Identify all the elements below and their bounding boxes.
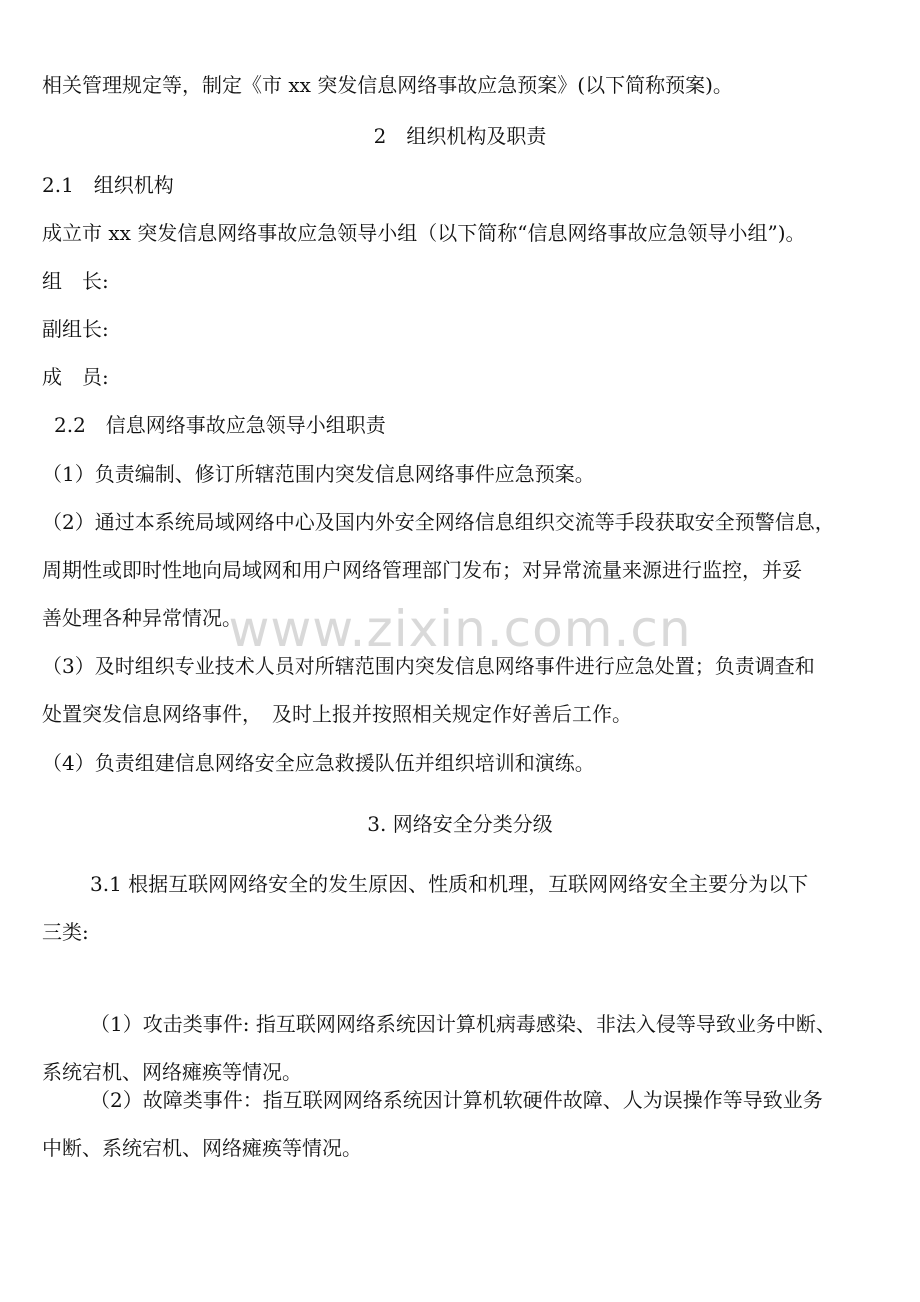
paragraph-line: 善处理各种异常情况。 — [42, 606, 242, 630]
list-item: （2）故障类事件：指互联网网络系统因计算机软硬件故障、人为误操作等导致业务 — [90, 1088, 823, 1112]
list-item: （4）负责组建信息网络安全应急救援队伍并组织培训和演练。 — [42, 751, 595, 775]
watermark: www.zixin.com.cn — [228, 600, 692, 658]
paragraph-line: 处置突发信息网络事件， 及时上报并按照相关规定作好善后工作。 — [42, 702, 632, 726]
role-label-members: 成 员: — [42, 365, 109, 389]
role-label-deputy: 副组长: — [42, 317, 109, 341]
paragraph-line: 中断、系统宕机、网络瘫痪等情况。 — [42, 1136, 362, 1160]
list-item: （2）通过本系统局域网络中心及国内外安全网络信息组织交流等手段获取安全预警信息， — [42, 510, 835, 534]
list-item: （1）攻击类事件: 指互联网网络系统因计算机病毒感染、非法入侵等导致业务中断、 — [90, 1012, 836, 1036]
list-item: （1）负责编制、修订所辖范围内突发信息网络事件应急预案。 — [42, 462, 595, 486]
role-label-leader: 组 长: — [42, 269, 109, 293]
paragraph-line: 周期性或即时性地向局域网和用户网络管理部门发布；对异常流量来源进行监控，并妥 — [42, 558, 802, 582]
paragraph-line: 三类: — [42, 920, 89, 944]
paragraph-line: 3.1 根据互联网网络安全的发生原因、性质和机理，互联网网络安全主要分为以下 — [90, 872, 809, 896]
section-heading: 3. 网络安全分类分级 — [367, 812, 553, 836]
section-heading: 2 组织机构及职责 — [373, 124, 547, 148]
paragraph-line: 相关管理规定等，制定《市 xx 突发信息网络事故应急预案》(以下简称预案)。 — [42, 73, 733, 97]
subsection-heading: 2.1 组织机构 — [42, 173, 174, 197]
paragraph-line: 成立市 xx 突发信息网络事故应急领导小组（以下简称“信息网络事故应急领导小组”)。 — [42, 221, 806, 245]
subsection-heading: 2.2 信息网络事故应急领导小组职责 — [54, 413, 386, 437]
list-item: （3）及时组织专业技术人员对所辖范围内突发信息网络事件进行应急处置；负责调查和 — [42, 654, 815, 678]
paragraph-line: 系统宕机、网络瘫痪等情况。 — [42, 1060, 302, 1084]
